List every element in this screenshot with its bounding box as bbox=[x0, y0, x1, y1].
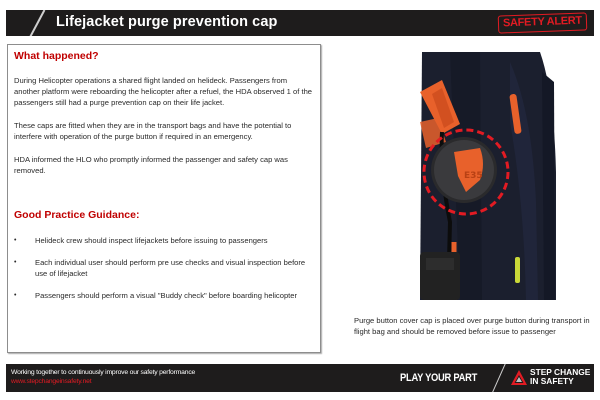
title-bar bbox=[6, 10, 594, 36]
guidance-list bbox=[14, 235, 316, 301]
footer-slash-divider bbox=[491, 364, 506, 392]
good-practice-heading: Good Practice Guidance: bbox=[14, 209, 140, 221]
what-happened-heading: What happened? bbox=[14, 50, 99, 62]
footer-bar bbox=[6, 364, 594, 392]
what-happened-paragraph-2: These caps are fitted when they are in the transport bags and have the potential to interfere with operation of the purge button if required in an emergency. bbox=[14, 121, 292, 141]
footer-website-link[interactable]: www.stepchangeinsafety.net bbox=[11, 378, 92, 385]
step-change-logo-text: STEP CHANGE IN SAFETY bbox=[530, 367, 591, 386]
what-happened-paragraph-1: During Helicopter operations a shared flight landed on helideck. Passengers from another platform were reboarding the helicopter after a refuel, the HDA observed 1 of the passengers still had a purge prevention cap on their life jacket. bbox=[14, 76, 313, 107]
guidance-item: • Passengers should perform a visual "Buddy check" before boarding helicopter bbox=[14, 291, 298, 300]
image-caption: Purge button cover cap is placed over purge button during transport in flight bag and should be removed before issue to passenger bbox=[354, 316, 590, 336]
play-your-part-slogan: PLAY YOUR PART bbox=[400, 372, 478, 384]
incident-details-panel bbox=[7, 44, 321, 353]
bullet-icon: • bbox=[14, 292, 17, 299]
header-slash-divider bbox=[29, 10, 45, 36]
guidance-item: • Each individual user should perform pre use checks and visual inspection before use of lifejacket bbox=[14, 258, 306, 278]
page-title: Lifejacket purge prevention cap bbox=[56, 14, 278, 30]
what-happened-paragraph-3: HDA informed the HLO who promptly informed the passenger and safety cap was removed. bbox=[14, 155, 288, 175]
safety-alert-badge: SAFETY ALERT bbox=[498, 12, 587, 33]
guidance-item: • Helideck crew should inspect lifejackets before issuing to passengers bbox=[14, 236, 268, 245]
footer-tagline: Working together to continuously improve our safety performance bbox=[11, 369, 196, 376]
svg-text:E35: E35 bbox=[464, 171, 483, 181]
step-change-triangle-icon bbox=[511, 370, 527, 385]
lifejacket-purge-cap-image bbox=[420, 52, 560, 300]
lifejacket-photo bbox=[420, 52, 560, 300]
bullet-icon: • bbox=[14, 237, 17, 244]
bullet-icon: • bbox=[14, 259, 17, 266]
